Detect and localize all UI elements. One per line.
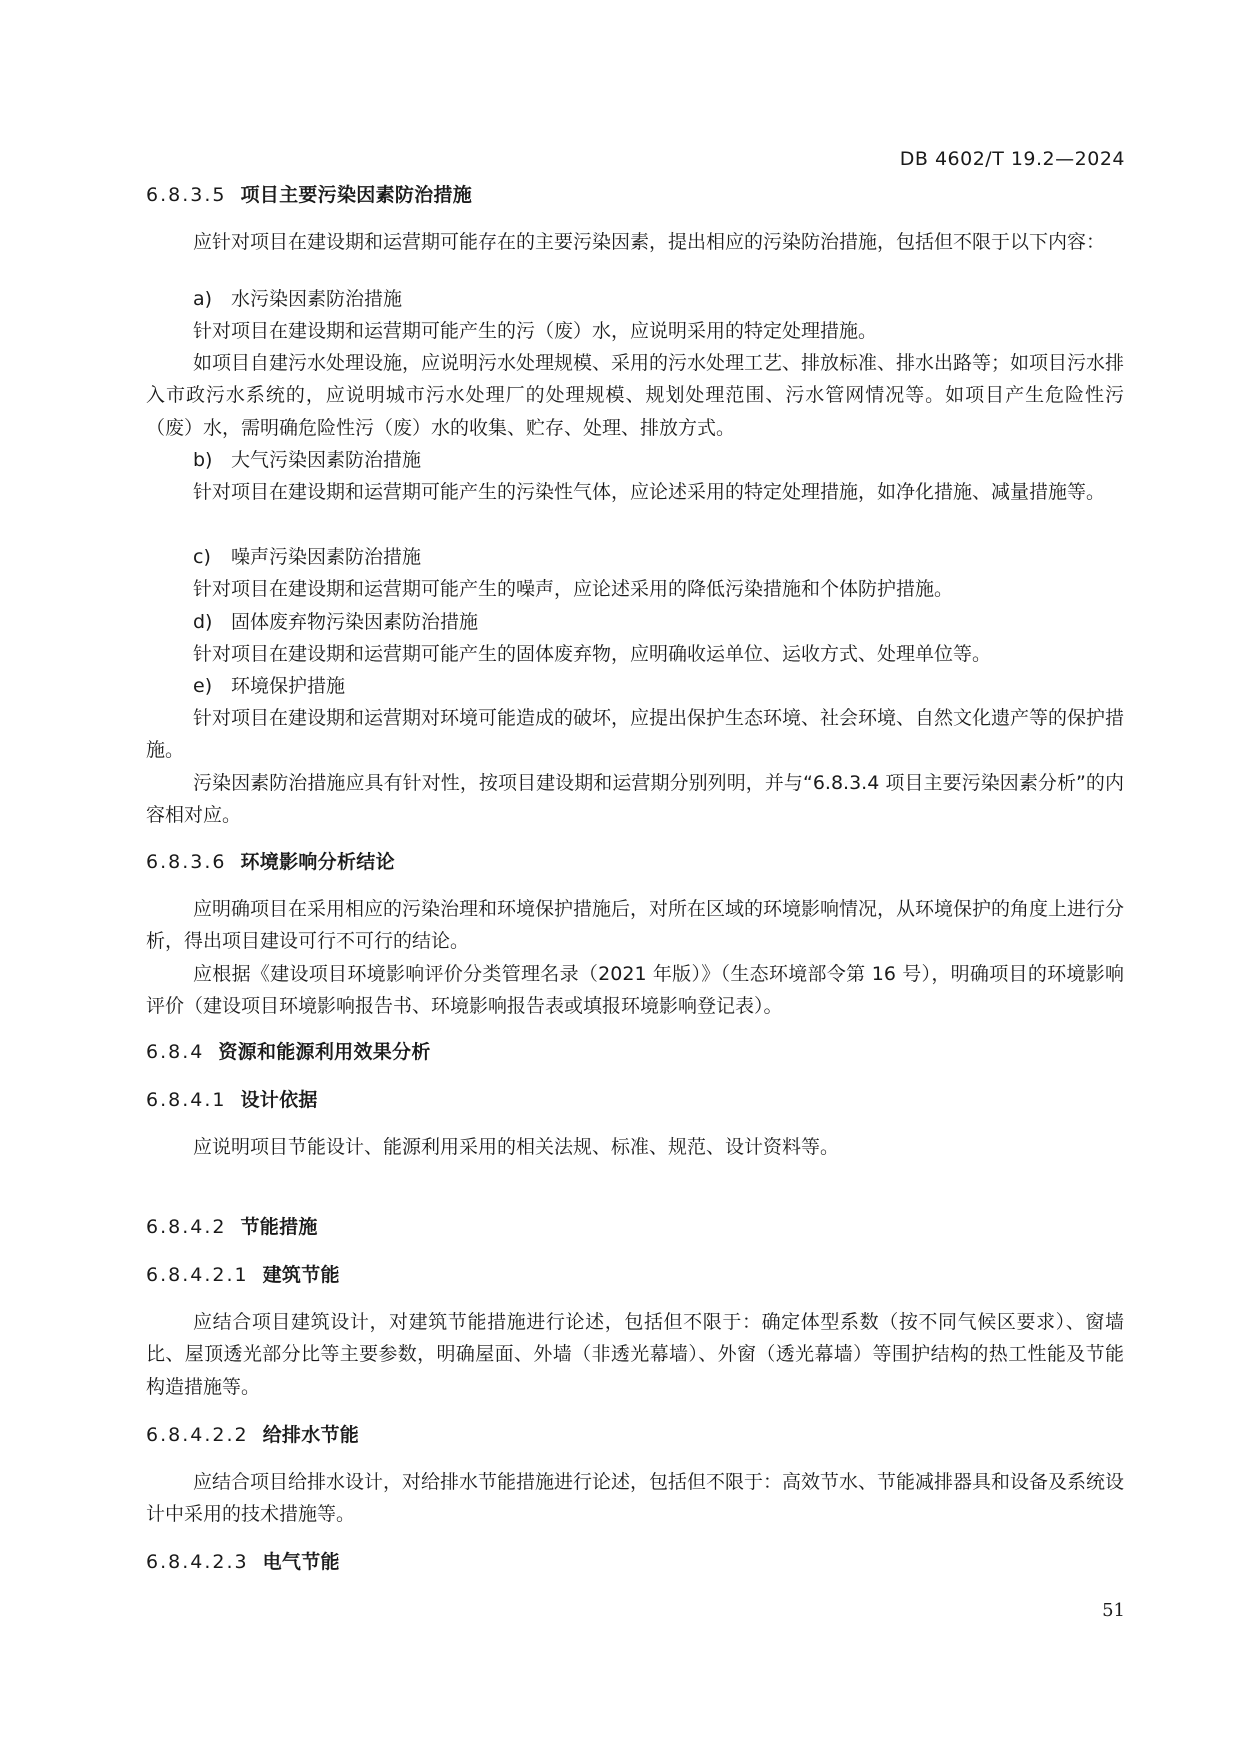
paragraph-a-2: 如项目自建污水处理设施，应说明污水处理规模、采用的污水处理工艺、排放标准、排水出路等；如项目污水排入市政污水系统的，应说明城市污水处理厂的处理规模、规划处理范围、污水管网情况等。如项目产生危险性污（废）水，需明确危险性污（废）水的收集、贮存、处理、排放方式。 (146, 352, 1125, 439)
list-item-d (146, 606, 1171, 638)
paragraph-e-1: 针对项目在建设期和运营期对环境可能造成的破坏，应提出保护生态环境、社会环境、自然文化遗产等的保护措施。 (146, 707, 1125, 762)
list-item-a (146, 283, 1171, 315)
heading-number: 6.8.4.2.1 (146, 1264, 249, 1286)
heading-number: 6.8.4.2.2 (146, 1424, 249, 1446)
document-code: DB 4602/T 19.2—2024 (899, 148, 1125, 170)
heading-number: 6.8.4.2 (146, 1216, 227, 1238)
heading-6-8-4-1 (146, 1085, 1124, 1112)
paragraph-a-1: 针对项目在建设期和运营期可能产生的污（废）水，应说明采用的特定处理措施。 (193, 320, 878, 342)
paragraph-6-8-4-2-2: 应结合项目给排水设计，对给排水节能措施进行论述，包括但不限于：高效节水、节能减排器具和设备及系统设计中采用的技术措施等。 (146, 1471, 1125, 1526)
list-marker: a) (193, 288, 213, 310)
list-label: 噪声污染因素防治措施 (231, 546, 422, 568)
list-marker: d) (193, 611, 213, 633)
heading-6-8-4 (146, 1037, 1124, 1064)
heading-6-8-4-2-1 (146, 1260, 1124, 1287)
heading-6-8-4-2-3 (146, 1547, 1124, 1574)
list-item-b (146, 444, 1171, 476)
heading-number: 6.8.4.2.3 (146, 1551, 249, 1573)
paragraph-d-1: 针对项目在建设期和运营期可能产生的固体废弃物，应明确收运单位、运收方式、处理单位等。 (193, 643, 992, 665)
list-label: 大气污染因素防治措施 (231, 449, 422, 471)
paragraph-intro: 应针对项目在建设期和运营期可能存在的主要污染因素，提出相应的污染防治措施，包括但不限于以下内容： (193, 231, 1106, 253)
heading-title: 节能措施 (240, 1216, 318, 1238)
heading-number: 6.8.4.1 (146, 1089, 227, 1111)
paragraph-6-8-3-6-1: 应明确项目在采用相应的污染治理和环境保护措施后，对所在区域的环境影响情况，从环境保护的角度上进行分析，得出项目建设可行不可行的结论。 (146, 898, 1125, 953)
heading-title: 资源和能源利用效果分析 (218, 1041, 431, 1063)
paragraph-6-8-4-2-1: 应结合项目建筑设计，对建筑节能措施进行论述，包括但不限于：确定体型系数（按不同气候区要求）、窗墙比、屋顶透光部分比等主要参数，明确屋面、外墙（非透光幕墙）、外窗（透光幕墙）等围护结构的热工性能及节能构造措施等。 (146, 1311, 1124, 1398)
paragraph-6-8-3-6-2: 应根据《建设项目环境影响评价分类管理名录（2021 年版）》（生态环境部令第 16 号），明确项目的环境影响评价（建设项目环境影响报告书、环境影响报告表或填报环境影响登记表）。 (146, 963, 1124, 1018)
heading-number: 6.8.4 (146, 1041, 205, 1063)
list-label: 环境保护措施 (231, 675, 346, 697)
heading-title: 项目主要污染因素防治措施 (240, 184, 473, 206)
list-label: 固体废弃物污染因素防治措施 (231, 611, 479, 633)
heading-title: 环境影响分析结论 (240, 851, 395, 873)
heading-number: 6.8.3.5 (146, 184, 227, 206)
paragraph-closing: 污染因素防治措施应具有针对性，按项目建设期和运营期分别列明，并与“6.8.3.4 项目主要污染因素分析”的内容相对应。 (146, 772, 1124, 827)
page-number: 51 (1102, 1600, 1125, 1621)
list-marker: c) (193, 546, 211, 568)
list-marker: e) (193, 675, 213, 697)
heading-title: 建筑节能 (262, 1264, 340, 1286)
paragraph-c-1: 针对项目在建设期和运营期可能产生的噪声，应论述采用的降低污染措施和个体防护措施。 (193, 578, 954, 600)
heading-6-8-4-2 (146, 1212, 1124, 1239)
list-item-c (146, 541, 1171, 573)
heading-number: 6.8.3.6 (146, 851, 227, 873)
list-label: 水污染因素防治措施 (231, 288, 403, 310)
heading-title: 设计依据 (240, 1089, 318, 1111)
paragraph-b-1: 针对项目在建设期和运营期可能产生的污染性气体，应论述采用的特定处理措施，如净化措施、减量措施等。 (193, 481, 1106, 503)
heading-6-8-4-2-2 (146, 1420, 1124, 1447)
list-item-e (146, 670, 1171, 702)
heading-6-8-3-6 (146, 847, 1124, 874)
heading-6-8-3-5 (146, 180, 1124, 207)
list-marker: b) (193, 449, 213, 471)
paragraph-6-8-4-1: 应说明项目节能设计、能源利用采用的相关法规、标准、规范、设计资料等。 (193, 1136, 840, 1158)
heading-title: 电气节能 (262, 1551, 340, 1573)
heading-title: 给排水节能 (262, 1424, 360, 1446)
